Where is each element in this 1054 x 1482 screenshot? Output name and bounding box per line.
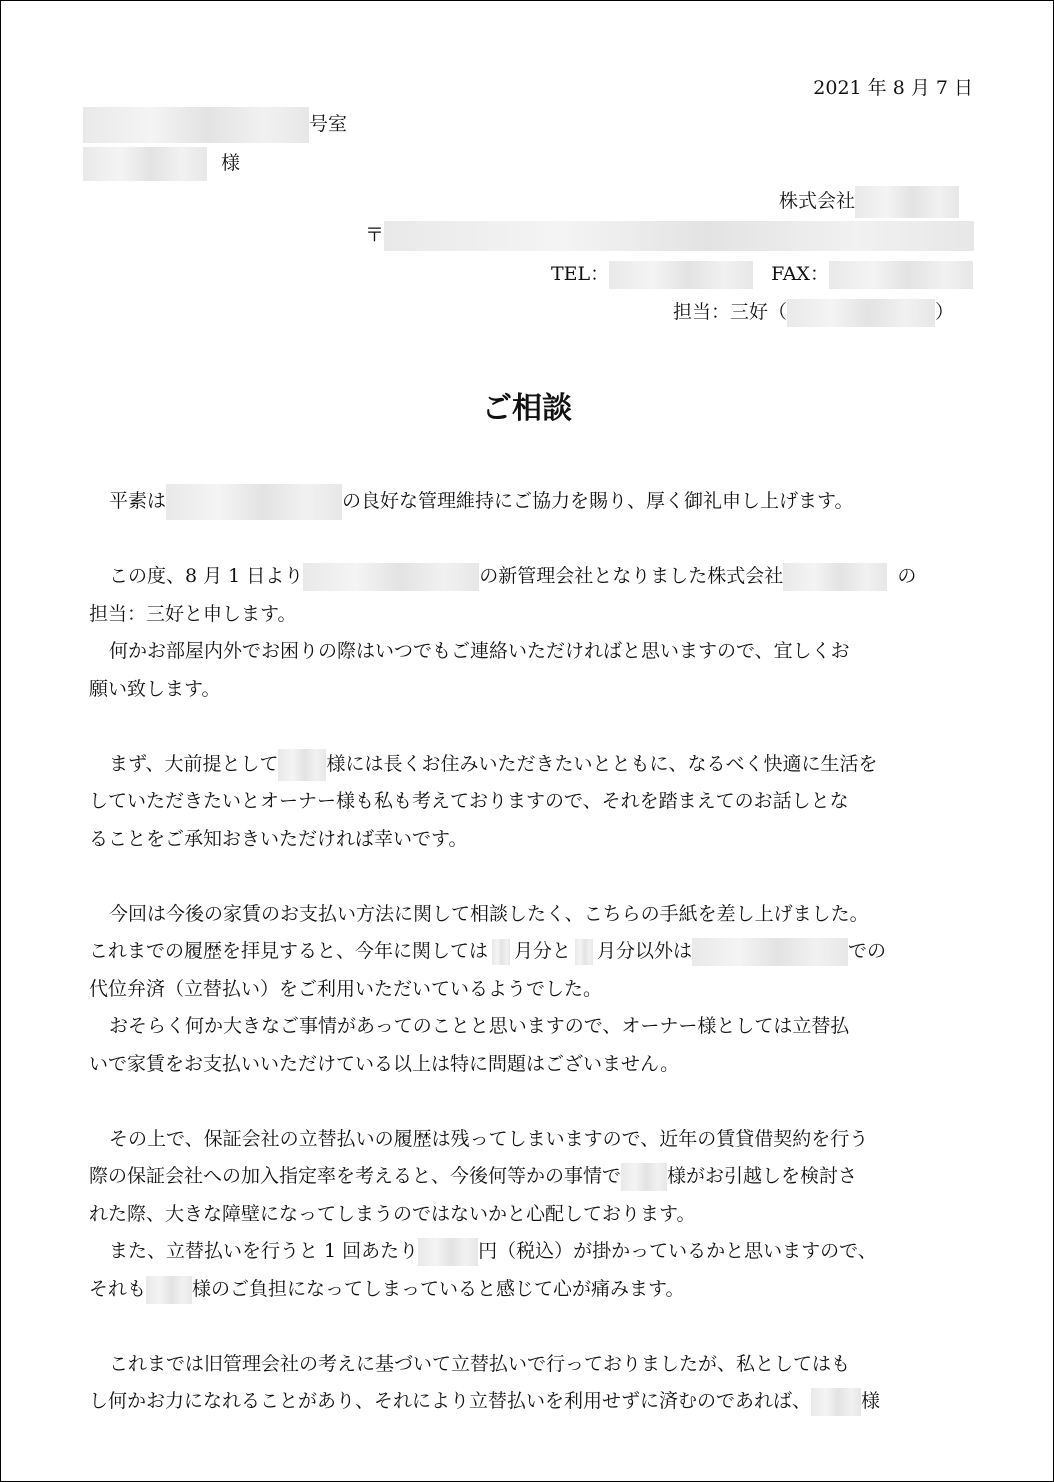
tel-label: TEL： bbox=[551, 263, 610, 285]
paragraph-line bbox=[89, 1271, 977, 1309]
text-span: この度、8 月 1 日より bbox=[109, 565, 304, 587]
text-span: 様のご負担になってしまっていると感じて心が痛みます。 bbox=[192, 1277, 685, 1300]
sender-company bbox=[779, 186, 959, 218]
paragraph-line: していただきたいとオーナー様も私も考えておりますので、それを踏まえてのお話しとな bbox=[89, 790, 849, 812]
paragraph-line bbox=[89, 746, 977, 784]
paragraph-line bbox=[89, 1383, 977, 1421]
paragraph-line: その上で、保証会社の立替払いの履歴は残ってしまいますので、近年の賃貸借契約を行う bbox=[109, 1127, 869, 1150]
text-span: 円（税込）が掛かっているかと思いますので、 bbox=[478, 1240, 877, 1262]
contact-label: 担当：三好（ bbox=[673, 301, 788, 323]
sender-address bbox=[365, 221, 974, 251]
paragraph-line: 願い致します。 bbox=[89, 677, 221, 700]
text-span: の新管理会社となりました株式会社 bbox=[479, 565, 784, 587]
paragraph-line bbox=[89, 1233, 977, 1271]
paragraph-line: いで家賃をお支払いいただけている以上は特に問題はございません。 bbox=[89, 1052, 680, 1075]
redacted-block bbox=[146, 1276, 192, 1304]
company-prefix: 株式会社 bbox=[779, 190, 856, 212]
postal-mark: 〒 bbox=[365, 224, 385, 246]
sender-contact bbox=[673, 299, 954, 327]
text-span: 様 bbox=[861, 1390, 881, 1412]
redacted-block bbox=[811, 1388, 861, 1416]
paragraph-line bbox=[89, 558, 977, 596]
text-span: 月分と bbox=[514, 940, 572, 962]
text-span: の bbox=[897, 565, 917, 587]
paragraph-line: 担当：三好と申します。 bbox=[89, 602, 297, 625]
redacted-block bbox=[829, 261, 973, 289]
paragraph-line: これまでは旧管理会社の考えに基づいて立替払いで行っておりましたが、私としてはも bbox=[109, 1352, 851, 1375]
text-span: これまでの履歴を拝見すると、今年に関しては bbox=[89, 940, 489, 962]
letter-date: 2021 年 8 月 7 日 bbox=[813, 77, 973, 99]
text-span: それも bbox=[89, 1277, 147, 1300]
text-span: まず、大前提として bbox=[109, 752, 279, 775]
letter-body bbox=[89, 483, 977, 1421]
recipient-address bbox=[83, 107, 347, 143]
text-span: の良好な管理維持にご協力を賜り、厚く御礼申し上げます。 bbox=[342, 490, 854, 512]
room-suffix: 号室 bbox=[309, 113, 348, 135]
redacted-block bbox=[166, 484, 342, 520]
redacted-block bbox=[492, 939, 510, 965]
redacted-block bbox=[609, 261, 753, 289]
text-span: 様には長くお住みいただきたいとともに、なるべく快適に生活を bbox=[326, 752, 878, 775]
recipient-honorific: 様 bbox=[221, 152, 241, 174]
page-title: ご相談 bbox=[482, 391, 572, 426]
paragraph-line bbox=[89, 483, 977, 521]
contact-close: ） bbox=[935, 301, 955, 323]
redacted-block bbox=[83, 147, 207, 181]
redacted-block bbox=[83, 107, 309, 143]
paragraph-line bbox=[89, 933, 977, 971]
redacted-block bbox=[418, 1238, 478, 1266]
text-span: 平素は bbox=[109, 490, 167, 512]
text-span: での bbox=[848, 940, 887, 962]
paragraph-line bbox=[89, 1158, 977, 1196]
redacted-block bbox=[278, 749, 326, 781]
fax-label: FAX： bbox=[771, 263, 829, 285]
redacted-block bbox=[783, 563, 887, 591]
redacted-block bbox=[621, 1163, 667, 1191]
paragraph-line: 今回は今後の家賃のお支払い方法に関して相談したく、こちらの手紙を差し上げました。 bbox=[109, 902, 869, 925]
redacted-block bbox=[787, 299, 935, 327]
paragraph-line: ることをご承知おきいただければ幸いです。 bbox=[89, 827, 468, 850]
redacted-block bbox=[575, 939, 593, 965]
text-span: 月分以外は bbox=[597, 940, 693, 962]
redacted-block bbox=[855, 186, 959, 218]
text-span: 様がお引越しを検討さ bbox=[667, 1165, 858, 1187]
redacted-block bbox=[303, 563, 479, 591]
paragraph-line: れた際、大きな障壁になってしまうのではないかと心配しております。 bbox=[89, 1202, 696, 1225]
text-span: 際の保証会社への加入指定率を考えると、今後何等かの事情で bbox=[89, 1165, 622, 1187]
text-span: し何かお力になれることがあり、それにより立替払いを利用せずに済むのであれば、 bbox=[89, 1390, 812, 1412]
redacted-block bbox=[692, 938, 848, 966]
sender-phone-fax bbox=[551, 261, 973, 289]
paragraph-line: おそらく何か大きなご事情があってのことと思いますので、オーナー様としては立替払 bbox=[109, 1015, 850, 1037]
recipient-name bbox=[83, 147, 240, 181]
paragraph-line: 代位弁済（立替払い）をご利用いただいているようでした。 bbox=[89, 977, 603, 1000]
paragraph-line: 何かお部屋内外でお困りの際はいつでもご連絡いただければと思いますので、宜しくお bbox=[109, 640, 850, 662]
redacted-block bbox=[384, 221, 974, 251]
text-span: また、立替払いを行うと 1 回あたり bbox=[109, 1240, 419, 1262]
